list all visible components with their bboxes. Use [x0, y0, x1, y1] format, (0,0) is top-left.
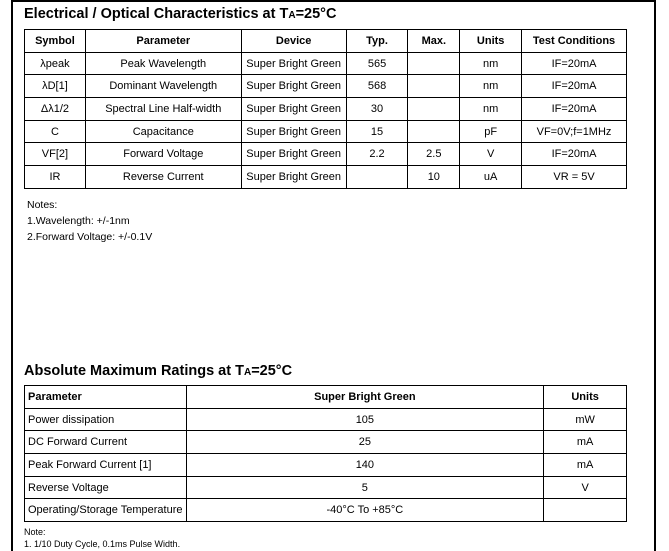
- top-rule: [11, 0, 656, 2]
- footnote-line: 1. 1/10 Duty Cycle, 0.1ms Pulse Width.: [24, 539, 181, 549]
- electrical-optical-table: [24, 29, 627, 189]
- units-cell: mW: [544, 408, 627, 431]
- value-cell: 105: [186, 408, 544, 431]
- parameter-cell: Power dissipation: [25, 408, 187, 431]
- symbol-cell: λD[1]: [25, 75, 86, 98]
- symbol-cell: VF[2]: [25, 143, 86, 166]
- footnote-block: [24, 526, 180, 550]
- col-header: Typ.: [346, 30, 408, 53]
- value-cell: 25: [186, 431, 544, 454]
- table-row: [25, 120, 627, 143]
- test-condition-cell: VR = 5V: [522, 166, 627, 189]
- device-cell: Super Bright Green: [241, 75, 346, 98]
- table-row: [25, 499, 627, 522]
- col-header: Units: [460, 30, 522, 53]
- device-cell: Super Bright Green: [241, 166, 346, 189]
- max-cell: [408, 120, 460, 143]
- table-row: [25, 476, 627, 499]
- value-cell: -40°C To +85°C: [186, 499, 544, 522]
- units-cell: [544, 499, 627, 522]
- table-row: [25, 454, 627, 477]
- device-cell: Super Bright Green: [241, 52, 346, 75]
- units-cell: nm: [460, 75, 522, 98]
- units-cell: nm: [460, 52, 522, 75]
- notes-block: [27, 197, 152, 245]
- absolute-max-ratings-table: [24, 385, 627, 522]
- parameter-cell: Forward Voltage: [85, 143, 241, 166]
- parameter-cell: Reverse Current: [85, 166, 241, 189]
- value-cell: 5: [186, 476, 544, 499]
- typ-cell: 2.2: [346, 143, 408, 166]
- typ-cell: [346, 166, 408, 189]
- value-cell: 140: [186, 454, 544, 477]
- parameter-cell: Dominant Wavelength: [85, 75, 241, 98]
- col-header: Super Bright Green: [186, 386, 544, 409]
- table-header-row: [25, 386, 627, 409]
- table-row: [25, 166, 627, 189]
- col-header: Test Conditions: [522, 30, 627, 53]
- units-cell: mA: [544, 454, 627, 477]
- col-header: Parameter: [85, 30, 241, 53]
- test-condition-cell: IF=20mA: [522, 75, 627, 98]
- symbol-cell: λpeak: [25, 52, 86, 75]
- parameter-cell: Peak Forward Current [1]: [25, 454, 187, 477]
- typ-cell: 30: [346, 98, 408, 121]
- parameter-cell: DC Forward Current: [25, 431, 187, 454]
- max-cell: 10: [408, 166, 460, 189]
- typ-cell: 568: [346, 75, 408, 98]
- section-title-electrical: Electrical / Optical Characteristics at TA=25°C: [24, 6, 337, 22]
- table-row: [25, 408, 627, 431]
- device-cell: Super Bright Green: [241, 143, 346, 166]
- symbol-cell: C: [25, 120, 86, 143]
- typ-cell: 15: [346, 120, 408, 143]
- max-cell: [408, 52, 460, 75]
- table-row: [25, 98, 627, 121]
- units-cell: pF: [460, 120, 522, 143]
- units-cell: uA: [460, 166, 522, 189]
- notes-heading: Notes:: [27, 199, 58, 211]
- parameter-cell: Operating/Storage Temperature: [25, 499, 187, 522]
- test-condition-cell: VF=0V;f=1MHz: [522, 120, 627, 143]
- test-condition-cell: IF=20mA: [522, 52, 627, 75]
- parameter-cell: Capacitance: [85, 120, 241, 143]
- symbol-cell: Δλ1/2: [25, 98, 86, 121]
- parameter-cell: Spectral Line Half-width: [85, 98, 241, 121]
- section-title-absolute-max: Absolute Maximum Ratings at TA=25°C: [24, 363, 293, 379]
- test-condition-cell: IF=20mA: [522, 143, 627, 166]
- device-cell: Super Bright Green: [241, 120, 346, 143]
- col-header: Device: [241, 30, 346, 53]
- device-cell: Super Bright Green: [241, 98, 346, 121]
- table-row: [25, 75, 627, 98]
- col-header: Parameter: [25, 386, 187, 409]
- note-line: 1.Wavelength: +/-1nm: [27, 215, 130, 227]
- test-condition-cell: IF=20mA: [522, 98, 627, 121]
- note-line: 2.Forward Voltage: +/-0.1V: [27, 231, 153, 243]
- table-row: [25, 52, 627, 75]
- units-cell: V: [460, 143, 522, 166]
- table-row: [25, 431, 627, 454]
- col-header: Symbol: [25, 30, 86, 53]
- col-header: Units: [544, 386, 627, 409]
- table-row: [25, 143, 627, 166]
- max-cell: [408, 98, 460, 121]
- parameter-cell: Reverse Voltage: [25, 476, 187, 499]
- table-header-row: [25, 30, 627, 53]
- parameter-cell: Peak Wavelength: [85, 52, 241, 75]
- max-cell: [408, 75, 460, 98]
- units-cell: mA: [544, 431, 627, 454]
- symbol-cell: IR: [25, 166, 86, 189]
- footnote-heading: Note:: [24, 527, 46, 537]
- typ-cell: 565: [346, 52, 408, 75]
- units-cell: V: [544, 476, 627, 499]
- max-cell: 2.5: [408, 143, 460, 166]
- col-header: Max.: [408, 30, 460, 53]
- units-cell: nm: [460, 98, 522, 121]
